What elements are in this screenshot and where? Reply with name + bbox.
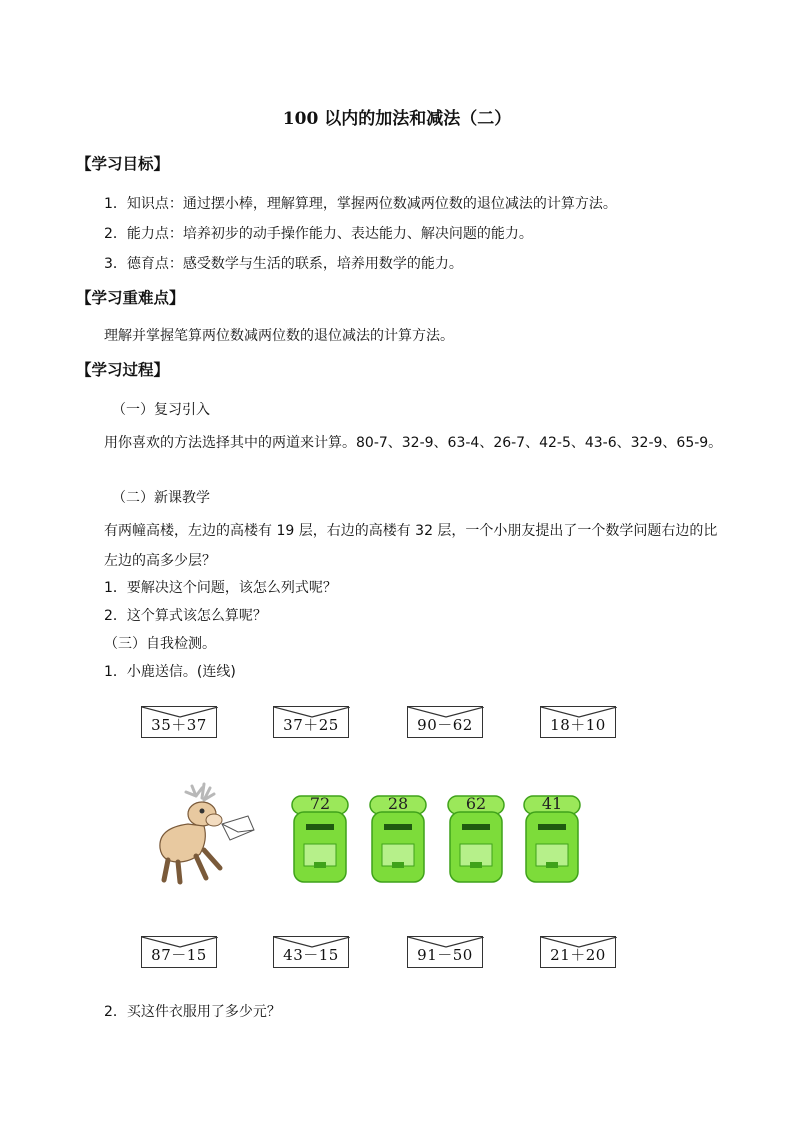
key-heading: 【学习重难点】	[76, 289, 185, 307]
envelope-expression: 18＋10	[550, 716, 606, 734]
envelope-bottom-2[interactable]	[273, 936, 349, 968]
mailbox-3[interactable]	[440, 792, 512, 884]
mailbox-2[interactable]	[362, 792, 434, 884]
goal-item-2: 2．能力点：培养初步的动手操作能力、表达能力、解决问题的能力。	[104, 226, 533, 242]
envelope-expression: 91－50	[417, 946, 473, 964]
mailbox-number: 62	[465, 794, 487, 813]
mailbox-number: 72	[309, 794, 331, 813]
part3-heading: （三）自我检测。	[104, 636, 216, 652]
envelope-expression: 21＋20	[550, 946, 606, 964]
goals-heading: 【学习目标】	[76, 155, 170, 173]
exercise-2-label: 2．买这件衣服用了多少元？	[104, 1004, 281, 1020]
process-heading: 【学习过程】	[76, 361, 170, 379]
question-1: 1．要解决这个问题，该怎么列式呢？	[104, 580, 337, 596]
envelope-expression: 87－15	[151, 946, 207, 964]
page-title: 100 以内的加法和减法（二）	[282, 109, 512, 129]
mailbox-1[interactable]	[284, 792, 356, 884]
exercise-1-label: 1．小鹿送信。(连线)	[104, 664, 236, 680]
mailbox-4[interactable]	[516, 792, 588, 884]
part1-heading: （一）复习引入	[112, 402, 210, 418]
mailbox-number: 28	[387, 794, 409, 813]
envelope-top-4[interactable]	[540, 706, 616, 738]
envelope-expression: 43－15	[283, 946, 339, 964]
envelope-expression: 35＋37	[151, 716, 207, 734]
envelope-top-3[interactable]	[407, 706, 483, 738]
envelope-bottom-1[interactable]	[141, 936, 217, 968]
envelope-top-1[interactable]	[141, 706, 217, 738]
goal-item-3: 3．德育点：感受数学与生活的联系，培养用数学的能力。	[104, 256, 463, 272]
part2-text: 有两幢高楼，左边的高楼有 19 层，右边的高楼有 32 层，一个小朋友提出了一个数学问题右边的比左边的高多少层？	[104, 523, 718, 569]
envelope-bottom-4[interactable]	[540, 936, 616, 968]
goal-item-1: 1．知识点：通过摆小棒，理解算理，掌握两位数减两位数的退位减法的计算方法。	[104, 196, 617, 212]
envelope-top-2[interactable]	[273, 706, 349, 738]
part1-text: 用你喜欢的方法选择其中的两道来计算。80-7、32-9、63-4、26-7、42-5、43-6、32-9、65-9。	[104, 435, 723, 451]
envelope-expression: 90－62	[417, 716, 473, 734]
envelope-expression: 37＋25	[283, 716, 339, 734]
question-2: 2．这个算式该怎么算呢？	[104, 608, 267, 624]
part2-heading: （二）新课教学	[112, 490, 210, 506]
envelope-bottom-3[interactable]	[407, 936, 483, 968]
key-text: 理解并掌握笔算两位数减两位数的退位减法的计算方法。	[104, 328, 454, 344]
deer-icon	[152, 780, 258, 888]
mailbox-number: 41	[541, 794, 563, 813]
